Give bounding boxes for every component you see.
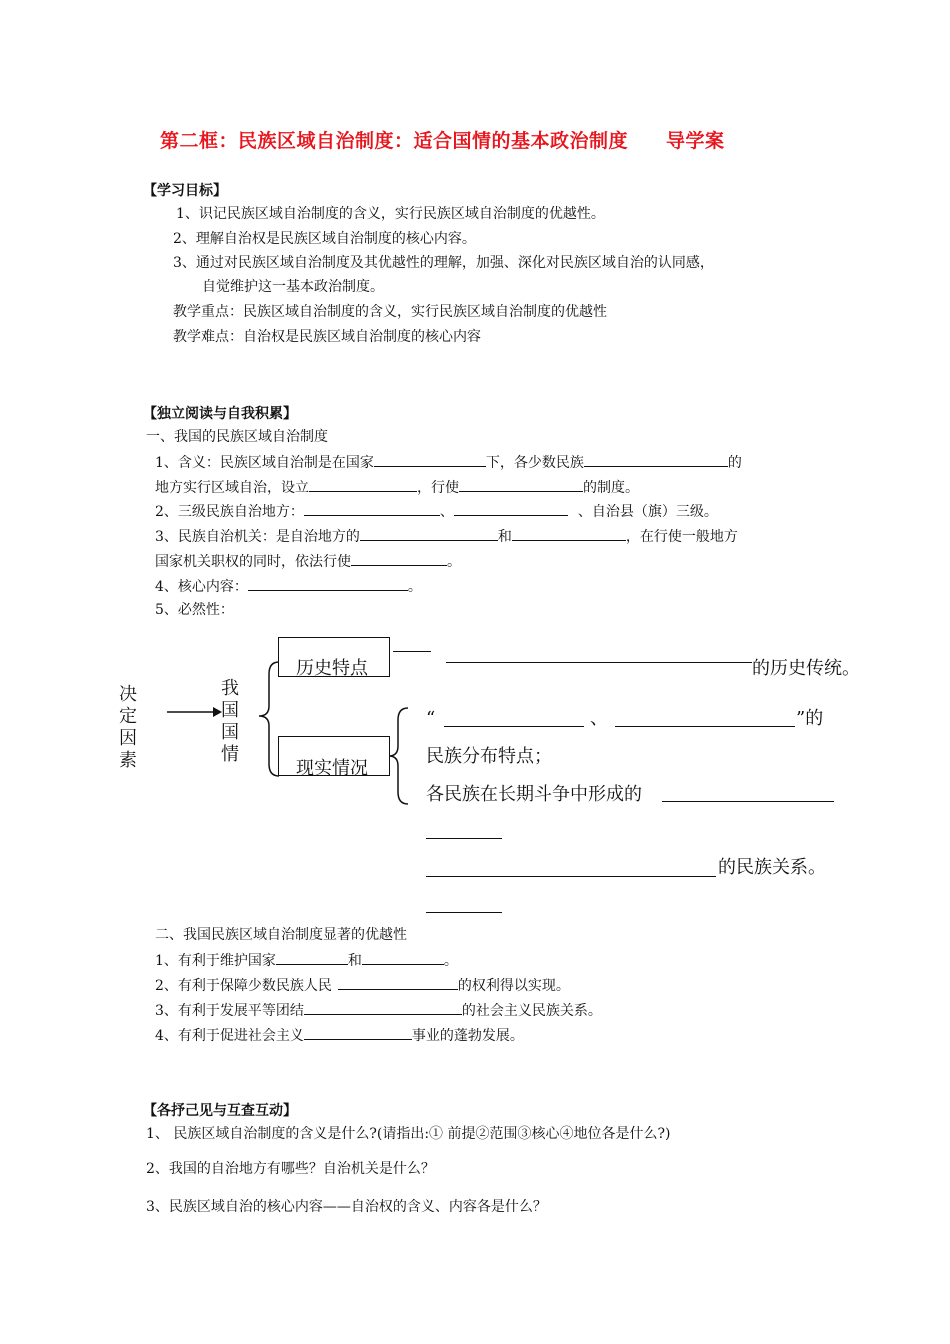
q4-line xyxy=(155,576,422,596)
interact-q2: 2、我国的自治地方有哪些？自治机关是什么？ xyxy=(146,1161,435,1177)
p2-line1 xyxy=(155,950,458,970)
q3-text-e: 。 xyxy=(447,554,461,570)
p2-l2-text-a: 2、有利于保障少数民族人民 xyxy=(155,978,332,994)
fill-blank[interactable] xyxy=(362,950,444,965)
q1-text-d: 地方实行区域自治，设立 xyxy=(155,480,309,496)
p2-l1-text-a: 1、有利于维护国家 xyxy=(155,953,276,969)
q2-text-a: 2、三级民族自治地方： xyxy=(155,504,304,520)
q3-line1 xyxy=(155,526,738,546)
key-point: 教学重点：民族区域自治制度的含义，实行民族区域自治制度的优越性 xyxy=(173,304,607,320)
right-brace-icon xyxy=(386,706,412,806)
decide-factor-label: 决定因素 xyxy=(119,684,137,771)
q3-text-b: 和 xyxy=(497,529,512,545)
answer-blank[interactable] xyxy=(444,726,584,727)
history-tail: 的历史传统。 xyxy=(752,658,860,679)
fill-blank[interactable] xyxy=(374,452,486,467)
q1-line2 xyxy=(155,477,639,497)
answer-blank[interactable] xyxy=(662,801,834,802)
distribution-text: 民族分布特点； xyxy=(426,746,552,767)
q3-text-d: 国家机关职权的同时，依法行使 xyxy=(155,554,351,570)
page-title: 第二框：民族区域自治制度：适合国情的基本政治制度 xyxy=(160,130,629,152)
p2-l4-text-b: 事业的蓬勃发展。 xyxy=(411,1028,524,1044)
q2-line xyxy=(155,501,718,521)
fill-blank[interactable] xyxy=(584,452,728,467)
q1-text-a: 1、含义：民族区域自治制是在国家 xyxy=(155,455,374,471)
interact-q1: 1、 民族区域自治制度的含义是什么?(请指出:① 前提②范围③核心④地位各是什么?) xyxy=(146,1126,671,1142)
fill-blank[interactable] xyxy=(304,501,440,516)
q2-text-b: 、 xyxy=(439,504,454,520)
fill-blank[interactable] xyxy=(304,1025,412,1040)
quote-close: ”的 xyxy=(796,708,824,729)
relation-tail: 的民族关系。 xyxy=(718,857,826,878)
q1-text-f: 的制度。 xyxy=(583,480,639,496)
part1-title: 一、我国的民族区域自治制度 xyxy=(146,429,328,445)
q3-text-a: 3、民族自治机关：是自治地方的 xyxy=(155,529,360,545)
fill-blank[interactable] xyxy=(309,477,417,492)
answer-blank[interactable] xyxy=(426,912,502,913)
q1-text-b: 下，各少数民族 xyxy=(485,455,584,471)
reality-box-label: 现实情况 xyxy=(296,758,368,779)
page-title-suffix: 导学案 xyxy=(666,130,725,152)
p2-l2-text-b: 的权利得以实现。 xyxy=(457,978,570,994)
answer-blank[interactable] xyxy=(615,726,795,727)
interact-heading: 【各抒己见与互查互动】 xyxy=(143,1103,297,1119)
fill-blank[interactable] xyxy=(454,501,568,516)
fill-blank[interactable] xyxy=(304,1000,462,1015)
p2-line4 xyxy=(155,1025,524,1045)
answer-blank[interactable] xyxy=(426,876,716,877)
goal-item-1: 1、识记民族区域自治制度的含义，实行民族区域自治制度的优越性。 xyxy=(176,206,605,222)
q1-text-e: ，行使 xyxy=(417,480,459,496)
history-box-label: 历史特点 xyxy=(296,658,368,679)
goal-item-3: 3、通过对民族区域自治制度及其优越性的理解，加强、深化对民族区域自治的认同感， xyxy=(173,255,714,271)
goal-item-3-cont: 自觉维护这一基本政治制度。 xyxy=(202,279,384,295)
fill-blank[interactable] xyxy=(512,526,626,541)
q4-text-b: 。 xyxy=(407,579,422,595)
q3-line2 xyxy=(155,551,461,571)
answer-blank[interactable] xyxy=(446,662,752,663)
q2-text-c: 、自治县（旗）三级。 xyxy=(577,504,718,520)
p2-l3-text-a: 3、有利于发展平等团结 xyxy=(155,1003,304,1019)
part2-title: 二、我国民族区域自治制度显著的优越性 xyxy=(155,927,407,943)
fill-blank[interactable] xyxy=(351,551,447,566)
p2-l4-text-a: 4、有利于促进社会主义 xyxy=(155,1028,304,1044)
fill-blank[interactable] xyxy=(360,526,498,541)
p2-line2 xyxy=(155,975,570,995)
q3-text-c: ，在行使一般地方 xyxy=(625,529,738,545)
national-condition-label: 我国国情 xyxy=(221,678,239,765)
p2-l1-text-b: 和 xyxy=(347,953,362,969)
connector-line xyxy=(393,651,431,652)
q4-text-a: 4、核心内容： xyxy=(155,579,248,595)
fill-blank[interactable] xyxy=(459,477,583,492)
p2-l3-text-b: 的社会主义民族关系。 xyxy=(461,1003,602,1019)
answer-blank[interactable] xyxy=(426,838,502,839)
q1-text-c: 的 xyxy=(727,455,742,471)
goal-item-2: 2、理解自治权是民族区域自治制度的核心内容。 xyxy=(173,231,476,247)
p2-line3 xyxy=(155,1000,602,1020)
difficult-point: 教学难点：自治权是民族区域自治制度的核心内容 xyxy=(173,329,481,345)
p2-l1-text-c: 。 xyxy=(443,953,458,969)
arrow-right-icon xyxy=(165,700,225,724)
q5-line: 5、必然性： xyxy=(155,602,234,618)
reading-heading: 【独立阅读与自我积累】 xyxy=(143,406,297,422)
quote-open: “ xyxy=(426,708,436,729)
q1-line1 xyxy=(155,452,742,472)
dun-mark: 、 xyxy=(590,708,608,729)
fill-blank[interactable] xyxy=(276,950,348,965)
struggle-text: 各民族在长期斗争中形成的 xyxy=(426,784,642,805)
fill-blank[interactable] xyxy=(248,576,408,591)
goals-heading: 【学习目标】 xyxy=(143,183,227,199)
interact-q3: 3、民族区域自治的核心内容——自治权的含义、内容各是什么？ xyxy=(146,1199,547,1215)
fill-blank[interactable] xyxy=(338,975,458,990)
